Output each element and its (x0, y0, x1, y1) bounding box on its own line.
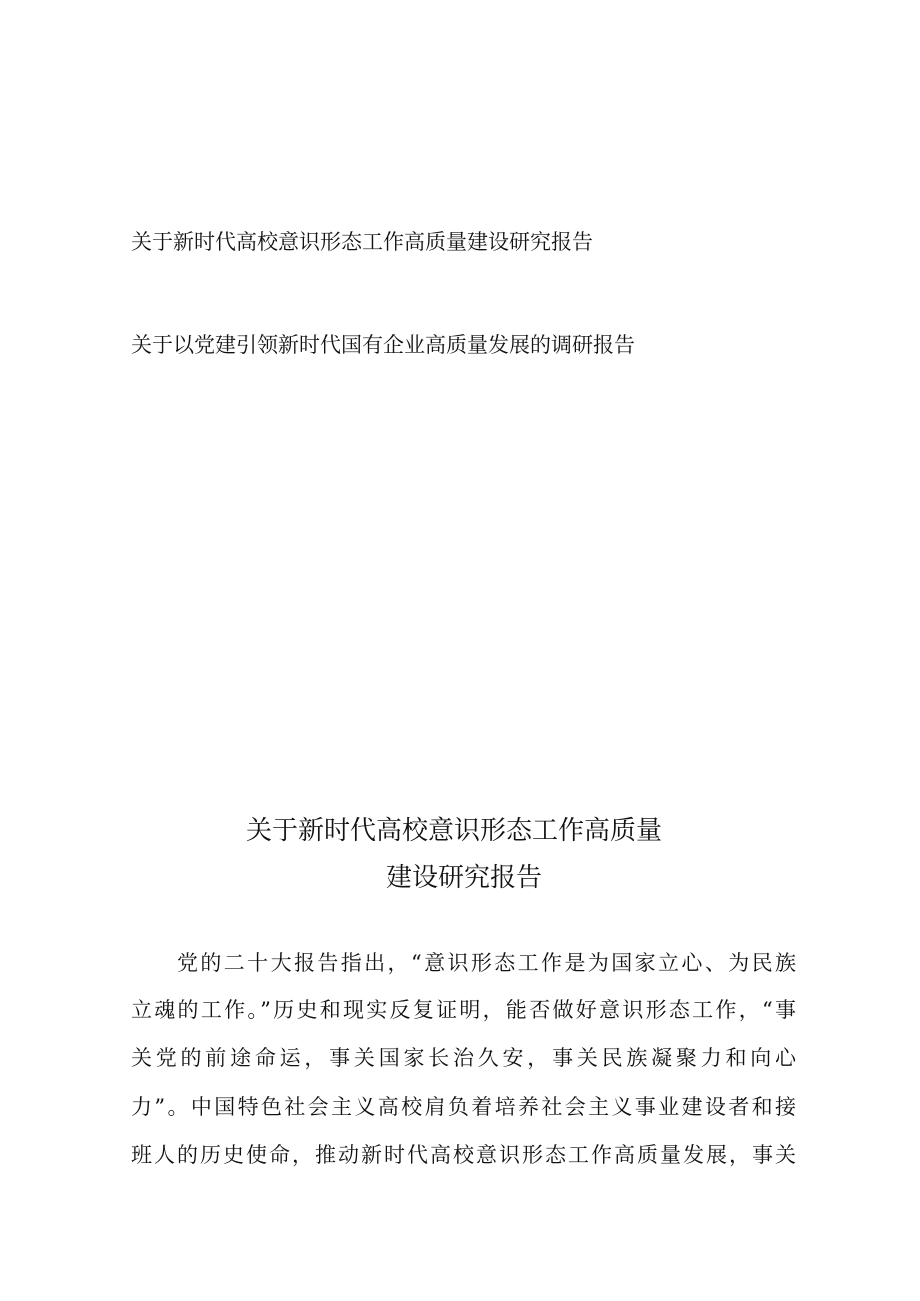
body-text-line: 班人的历史使命，推动新时代高校意识形态工作高质量发展，事关 (131, 1143, 796, 1167)
body-text-line: 力”。中国特色社会主义高校肩负着培养社会主义事业建设者和接 (131, 1095, 796, 1119)
toc-item: 关于以党建引领新时代国有企业高质量发展的调研报告 (131, 333, 635, 357)
body-text-line: 党的二十大报告指出，“意识形态工作是为国家立心、为民族 (177, 951, 796, 975)
document-title-line: 关于新时代高校意识形态工作高质量 (245, 816, 662, 846)
body-text-line: 立魂的工作。”历史和现实反复证明，能否做好意识形态工作，“事 (131, 998, 796, 1022)
document-title-line: 建设研究报告 (385, 863, 542, 893)
body-text-line: 关党的前途命运，事关国家长治久安，事关民族凝聚力和向心 (131, 1046, 796, 1070)
toc-item: 关于新时代高校意识形态工作高质量建设研究报告 (131, 230, 593, 254)
